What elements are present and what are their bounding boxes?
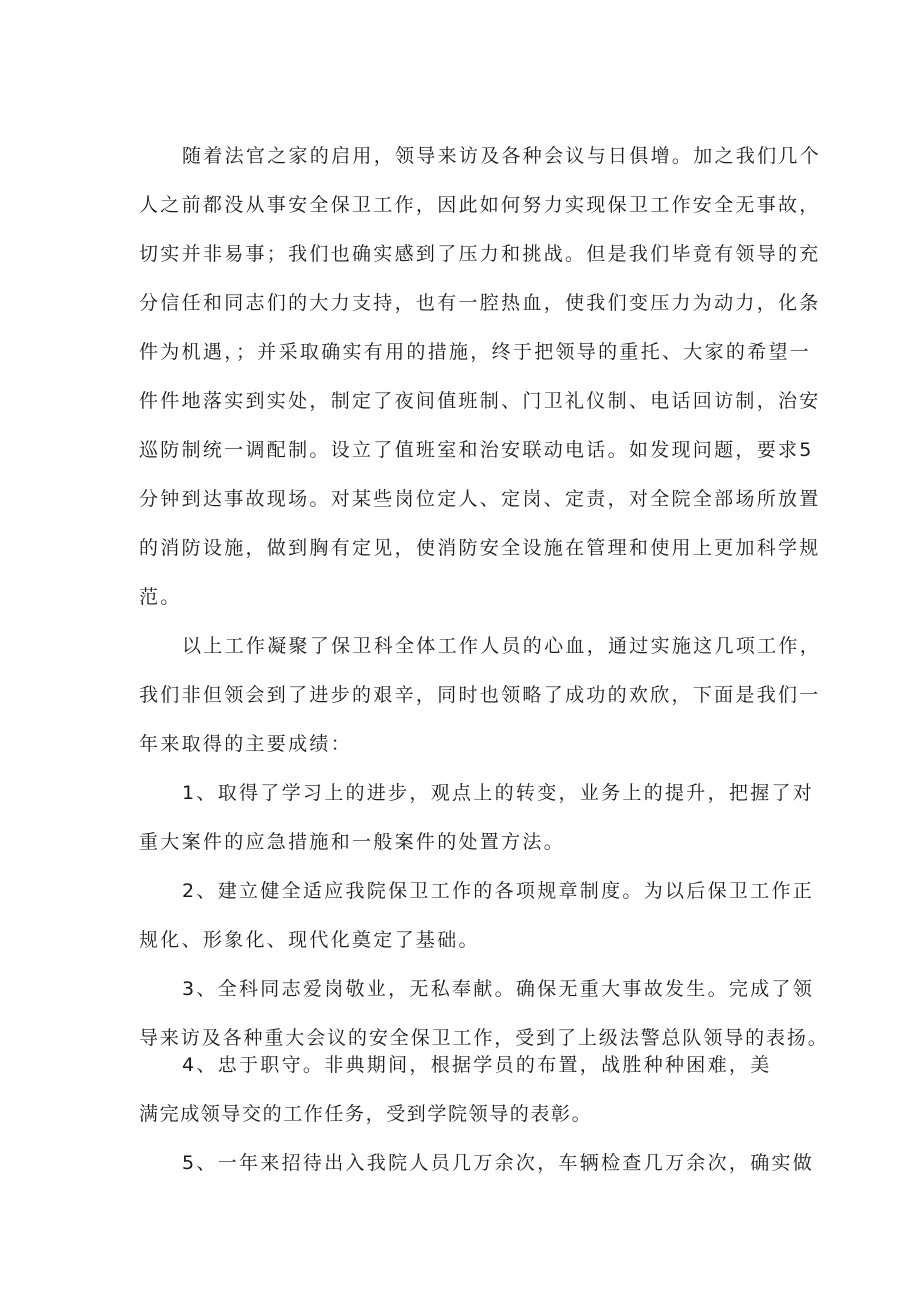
text-line: 年来取得的主要成绩： bbox=[139, 733, 353, 755]
text-line: 随着法官之家的启用，领导来访及各种会议与日俱增。加之我们几个 bbox=[182, 145, 822, 167]
list-item-line: 4、忠于职守。非典期间，根据学员的布置，战胜种种困难，美 bbox=[182, 1054, 772, 1076]
text-line: 分信任和同志们的大力支持，也有一腔热血，使我们变压力为动力，化条 bbox=[139, 292, 821, 314]
text-line: 切实并非易事；我们也确实感到了压力和挑战。但是我们毕竟有领导的充 bbox=[139, 243, 821, 265]
text-line: 件件地落实到实处，制定了夜间值班制、门卫礼仪制、电话回访制，治安 bbox=[139, 390, 821, 412]
text-line: 巡防制统一调配制。设立了值班室和治安联动电话。如发现问题，要求5 bbox=[139, 439, 814, 461]
text-line: 以上工作凝聚了保卫科全体工作人员的心血，通过实施这几项工作， bbox=[182, 635, 822, 657]
list-item-line: 2、建立健全适应我院保卫工作的各项规章制度。为以后保卫工作正 bbox=[182, 880, 815, 902]
text-line: 范。 bbox=[139, 586, 182, 608]
list-item-line: 5、一年来招待出入我院人员几万余次，车辆检查几万余次，确实做 bbox=[182, 1152, 815, 1174]
text-line: 规化、形象化、现代化奠定了基础。 bbox=[139, 929, 480, 951]
text-line: 导来访及各种重大会议的安全保卫工作，受到了上级法警总队领导的表扬。 bbox=[139, 1027, 829, 1049]
list-item-line: 3、全科同志爱岗敬业，无私奉献。确保无重大事故发生。完成了领 bbox=[182, 978, 815, 1000]
text-line: 满完成领导交的工作任务，受到学院领导的表彰。 bbox=[139, 1103, 593, 1125]
text-line: 件为机遇，；并采取确实有用的措施，终于把领导的重托、大家的希望一 bbox=[139, 341, 812, 363]
text-line: 的消防设施，做到胸有定见，使消防安全设施在管理和使用上更加科学规 bbox=[139, 537, 821, 559]
text-line: 重大案件的应急措施和一般案件的处置方法。 bbox=[139, 831, 566, 853]
text-line: 分钟到达事故现场。对某些岗位定人、定岗、定责，对全院全部场所放置 bbox=[139, 488, 821, 510]
text-line: 我们非但领会到了进步的艰辛，同时也领略了成功的欢欣，下面是我们一 bbox=[139, 684, 821, 706]
text-line: 人之前都没从事安全保卫工作，因此如何努力实现保卫工作安全无事故， bbox=[139, 194, 821, 216]
list-item-line: 1、取得了学习上的进步，观点上的转变，业务上的提升，把握了对 bbox=[182, 782, 815, 804]
